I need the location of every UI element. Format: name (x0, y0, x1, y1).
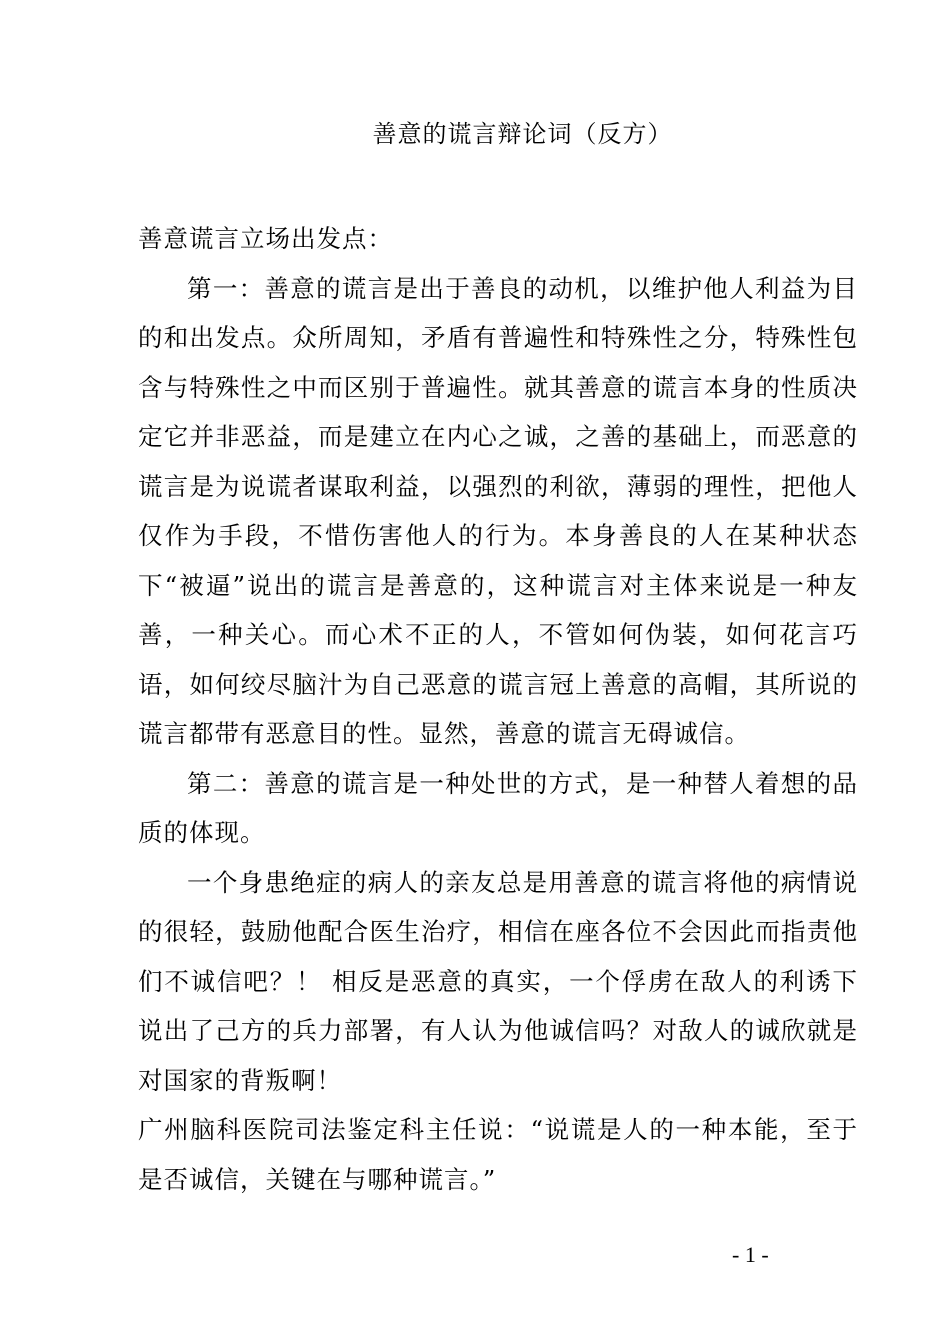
paragraph-point-one: 第一：善意的谎言是出于善良的动机，以维护他人利益为目的和出发点。众所周知，矛盾有普遍性和特殊性之分，特殊性包含与特殊性之中而区别于普遍性。就其善意的谎言本身的性质决定它并非恶益，而是建立在内心之诚，之善的基础上，而恶意的谎言是为说谎者谋取利益，以强烈的利欲，薄弱的理性，把他人仅作为手段，不惜伤害他人的行为。本身善良的人在某种状态下“被逼”说出的谎言是善意的，这种谎言对主体来说是一种友善，一种关心。而心术不正的人，不管如何伪装，如何花言巧语，如何绞尽脑汁为自己恶意的谎言冠上善意的高帽，其所说的谎言都带有恶意目的性。显然，善意的谎言无碍诚信。 (138, 273, 858, 748)
paragraph-point-two: 第二：善意的谎言是一种处世的方式，是一种替人着想的品质的体现。 (138, 768, 858, 847)
paragraph-stance-heading: 善意谎言立场出发点： (138, 224, 393, 253)
paragraph-quote: 广州脑科医院司法鉴定科主任说：“说谎是人的一种本能，至于是否诚信，关键在与哪种谎言。” (138, 1115, 858, 1194)
document-title: 善意的谎言辩论词（反方） (372, 120, 673, 148)
document-body (138, 214, 858, 1204)
page-number: - 1 - (732, 1242, 769, 1267)
paragraph-example: 一个身患绝症的病人的亲友总是用善意的谎言将他的病情说的很轻，鼓励他配合医生治疗，相信在座各位不会因此而指责他们不诚信吧？！ 相反是恶意的真实，一个俘虏在敌人的利诱下说出了己方的兵力部署，有人认为他诚信吗？对敌人的诚欣就是对国家的背叛啊！ (138, 867, 858, 1095)
